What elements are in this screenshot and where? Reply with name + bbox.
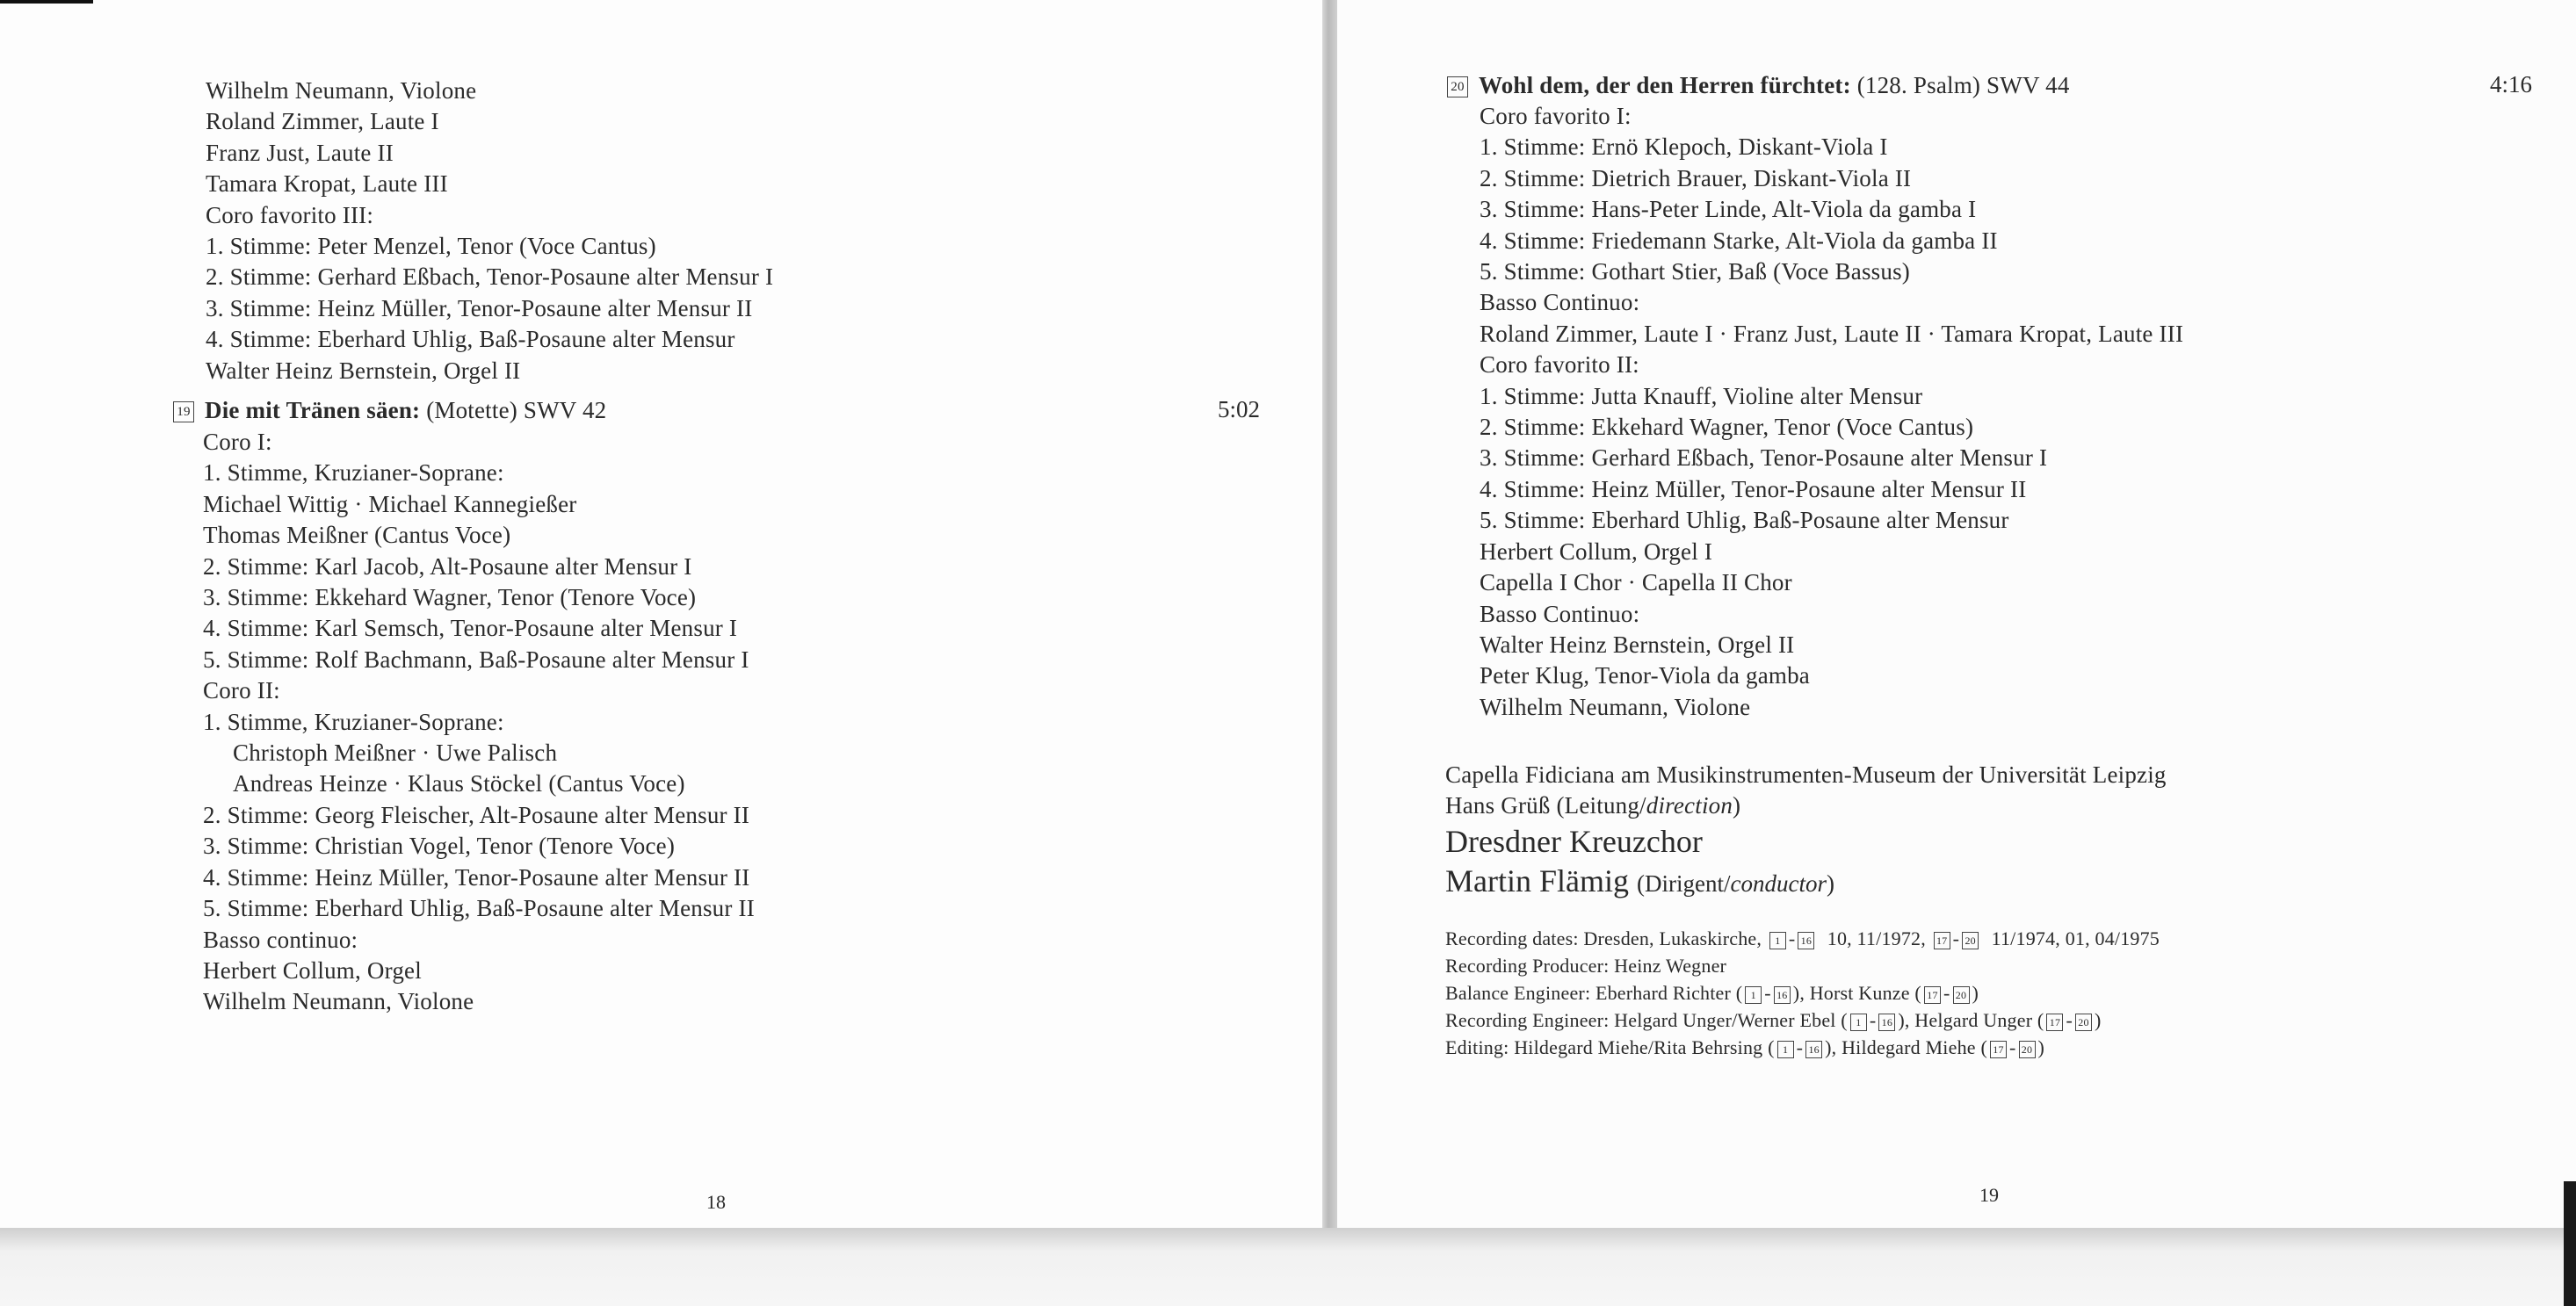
credit-line: Roland Zimmer, Laute I	[206, 108, 439, 135]
editing-end: )	[2037, 1036, 2045, 1058]
track-20-heading	[1447, 70, 2070, 101]
credit-line: 4. Stimme: Friedemann Starke, Alt-Viola da gamba II	[1480, 227, 1998, 254]
credit-line: Herbert Collum, Orgel	[203, 956, 422, 984]
recording-credits	[1445, 925, 2160, 1061]
track-number-box: 20	[1447, 76, 1468, 97]
credit-line: Andreas Heinze · Klaus Stöckel (Cantus Voce)	[233, 770, 685, 797]
credit-line: 2. Stimme: Gerhard Eßbach, Tenor-Posaune alter Mensur I	[206, 263, 774, 291]
balance-label: Balance Engineer: Eberhard Richter (	[1445, 982, 1743, 1004]
credit-line: 5. Stimme: Gothart Stier, Baß (Voce Bassus)	[1480, 258, 1910, 285]
track-number-box: 1	[1745, 986, 1762, 1004]
recording-engineer	[1445, 1007, 2160, 1034]
credit-line: Michael Wittig · Michael Kannegießer	[203, 490, 577, 517]
scan-corner-mark	[0, 0, 93, 4]
credit-line: Basso continuo:	[203, 926, 358, 953]
range-separator: -	[1943, 982, 1950, 1004]
track-subtitle: (Motette) SWV 42	[426, 397, 607, 423]
right-page	[1337, 0, 2576, 1228]
track-number-box: 1	[1850, 1014, 1867, 1031]
recording-dates	[1445, 925, 2160, 952]
choir-name: Dresdner Kreuzchor	[1445, 823, 1703, 859]
credit-line: 1. Stimme, Kruzianer-Soprane:	[203, 708, 504, 735]
track-number-box: 20	[2075, 1014, 2092, 1031]
credit-line: 3. Stimme: Hans-Peter Linde, Alt-Viola da gamba I	[1480, 196, 1977, 223]
range-separator: -	[1796, 1036, 1804, 1058]
track-number-box: 17	[2046, 1014, 2063, 1031]
range-separator: -	[2066, 1009, 2073, 1031]
page-number: 19	[1979, 1184, 1999, 1206]
page-number: 18	[706, 1191, 726, 1213]
track-number-box: 20	[2019, 1041, 2036, 1058]
book-spine	[1322, 0, 1337, 1228]
credit-line: Coro I:	[203, 429, 272, 455]
credit-line: 2. Stimme: Karl Jacob, Alt-Posaune alter Mensur I	[203, 552, 692, 580]
credit-line: 3. Stimme: Ekkehard Wagner, Tenor (Tenore Voce)	[203, 584, 697, 611]
ensemble-credits	[1445, 760, 2167, 904]
range-separator: -	[1952, 927, 1960, 949]
credit-line: Wilhelm Neumann, Violone	[1480, 693, 1751, 720]
editing-label: Editing: Hildegard Miehe/Rita Behrsing (	[1445, 1036, 1775, 1058]
credit-line: 4. Stimme: Karl Semsch, Tenor-Posaune alter Mensur I	[203, 615, 738, 642]
left-continued-credits	[206, 76, 773, 386]
track-number-box: 1	[1777, 1041, 1794, 1058]
director-name: Hans Grüß	[1445, 792, 1551, 819]
track-number-box: 16	[1805, 1041, 1822, 1058]
credit-line: Peter Klug, Tenor-Viola da gamba	[1480, 662, 1810, 689]
balance-end: )	[1972, 982, 1979, 1004]
credit-line: Herbert Collum, Orgel I	[1480, 538, 1713, 565]
track-title: Die mit Tränen säen:	[205, 397, 421, 423]
credit-line: Coro favorito III:	[206, 201, 374, 228]
editing-mid: ), Hildegard Miehe (	[1825, 1036, 1987, 1058]
range-separator: -	[2008, 1036, 2016, 1058]
track-duration: 5:02	[1218, 396, 1261, 422]
credit-line: Capella I Chor · Capella II Chor	[1480, 569, 1792, 596]
track-title: Wohl dem, der den Herren fürchtet:	[1479, 72, 1851, 98]
credit-line: 2. Stimme: Dietrich Brauer, Diskant-Viola II	[1480, 164, 1912, 191]
credit-line: Wilhelm Neumann, Violone	[206, 77, 477, 104]
credit-line: 1. Stimme: Jutta Knauff, Violine alter Mensur	[1480, 382, 1923, 409]
recording-engineer-end: )	[2095, 1009, 2102, 1031]
track-number-box: 19	[173, 401, 194, 422]
credit-line: 3. Stimme: Christian Vogel, Tenor (Tenore Voce)	[203, 833, 676, 860]
director-role-close: )	[1733, 792, 1741, 819]
credit-line: Basso Continuo:	[1480, 289, 1640, 316]
credit-line: Coro favorito II:	[1480, 351, 1639, 379]
credit-line: Coro favorito I:	[1480, 103, 1632, 129]
credit-line: 1. Stimme, Kruzianer-Soprane:	[203, 459, 504, 487]
range-separator: -	[1788, 927, 1796, 949]
editing-credit	[1445, 1034, 2160, 1061]
credit-line: Walter Heinz Bernstein, Orgel II	[206, 357, 521, 384]
conductor-role-en: conductor	[1730, 869, 1827, 897]
ensemble-name: Capella Fidiciana am Musikinstrumenten-Museum der Universität Leipzig	[1445, 761, 2167, 788]
range-separator: -	[1869, 1009, 1877, 1031]
scan-edge-mark	[2564, 1181, 2576, 1306]
recording-dates-value: 11/1974, 01, 04/1975	[1991, 927, 2160, 949]
track-number-box: 20	[1962, 932, 1979, 949]
track-number-box: 16	[1878, 1014, 1895, 1031]
recording-producer: Recording Producer: Heinz Wegner	[1445, 955, 1727, 977]
recording-dates-label: Recording dates: Dresden, Lukaskirche,	[1445, 927, 1762, 949]
conductor-role: (Dirigent/	[1637, 869, 1731, 897]
credit-line: 3. Stimme: Heinz Müller, Tenor-Posaune alter Mensur II	[206, 294, 753, 321]
conductor-role-close: )	[1826, 869, 1834, 897]
left-page	[0, 0, 1322, 1228]
credit-line: 1. Stimme: Peter Menzel, Tenor (Voce Cantus)	[206, 233, 656, 260]
track-19-heading	[173, 395, 606, 426]
track-duration: 4:16	[2490, 71, 2533, 97]
track-number-box: 17	[1924, 986, 1941, 1004]
track-20-credits	[1480, 101, 2183, 723]
range-separator: -	[1764, 982, 1771, 1004]
credit-line: 2. Stimme: Ekkehard Wagner, Tenor (Voce Cantus)	[1480, 414, 1974, 441]
credit-line: Tamara Kropat, Laute III	[206, 170, 448, 198]
credit-line: Franz Just, Laute II	[206, 139, 394, 166]
credit-line: 5. Stimme: Eberhard Uhlig, Baß-Posaune alter Mensur	[1480, 507, 2009, 534]
balance-engineer	[1445, 979, 2160, 1007]
credit-line: 4. Stimme: Heinz Müller, Tenor-Posaune alter Mensur II	[203, 863, 750, 891]
director-line	[1445, 790, 2167, 821]
credit-line: 4. Stimme: Heinz Müller, Tenor-Posaune alter Mensur II	[1480, 475, 2027, 502]
credit-line: 2. Stimme: Georg Fleischer, Alt-Posaune alter Mensur II	[203, 801, 750, 828]
credit-line: 5. Stimme: Rolf Bachmann, Baß-Posaune alter Mensur I	[203, 646, 749, 673]
conductor-line	[1445, 862, 2167, 904]
recording-engineer-label: Recording Engineer: Helgard Unger/Werner Ebel (	[1445, 1009, 1848, 1031]
credit-line: 1. Stimme: Ernö Klepoch, Diskant-Viola I	[1480, 133, 1888, 161]
conductor-name: Martin Flämig	[1445, 862, 1629, 898]
balance-mid: ), Horst Kunze (	[1792, 982, 1921, 1004]
track-number-box: 16	[1774, 986, 1791, 1004]
credit-line: Roland Zimmer, Laute I · Franz Just, Laute II · Tamara Kropat, Laute III	[1480, 320, 2184, 347]
credit-line: Coro II:	[203, 677, 280, 704]
track-number-box: 16	[1798, 932, 1814, 949]
credit-line: 3. Stimme: Gerhard Eßbach, Tenor-Posaune alter Mensur I	[1480, 444, 2048, 472]
credit-line: 4. Stimme: Eberhard Uhlig, Baß-Posaune alter Mensur	[206, 326, 735, 353]
credit-line: Wilhelm Neumann, Violone	[203, 988, 474, 1015]
credit-line: Walter Heinz Bernstein, Orgel II	[1480, 631, 1795, 658]
track-number-box: 17	[1990, 1041, 2007, 1058]
director-role: (Leitung/	[1556, 792, 1646, 819]
credit-line: Basso Continuo:	[1480, 600, 1640, 627]
director-role-en: direction	[1646, 792, 1733, 819]
track-number-box: 1	[1769, 932, 1786, 949]
credit-line: 5. Stimme: Eberhard Uhlig, Baß-Posaune alter Mensur II	[203, 895, 755, 922]
track-number-box: 20	[1953, 986, 1970, 1004]
recording-dates-value: 10, 11/1972,	[1827, 927, 1926, 949]
track-19-credits	[203, 427, 755, 1018]
recording-engineer-mid: ), Helgard Unger (	[1898, 1009, 2044, 1031]
credit-line: Christoph Meißner · Uwe Palisch	[233, 740, 558, 767]
credit-line: Thomas Meißner (Cantus Voce)	[203, 522, 511, 549]
track-number-box: 17	[1934, 932, 1950, 949]
scan-background	[0, 1228, 2576, 1306]
track-subtitle: (128. Psalm) SWV 44	[1856, 72, 2070, 98]
